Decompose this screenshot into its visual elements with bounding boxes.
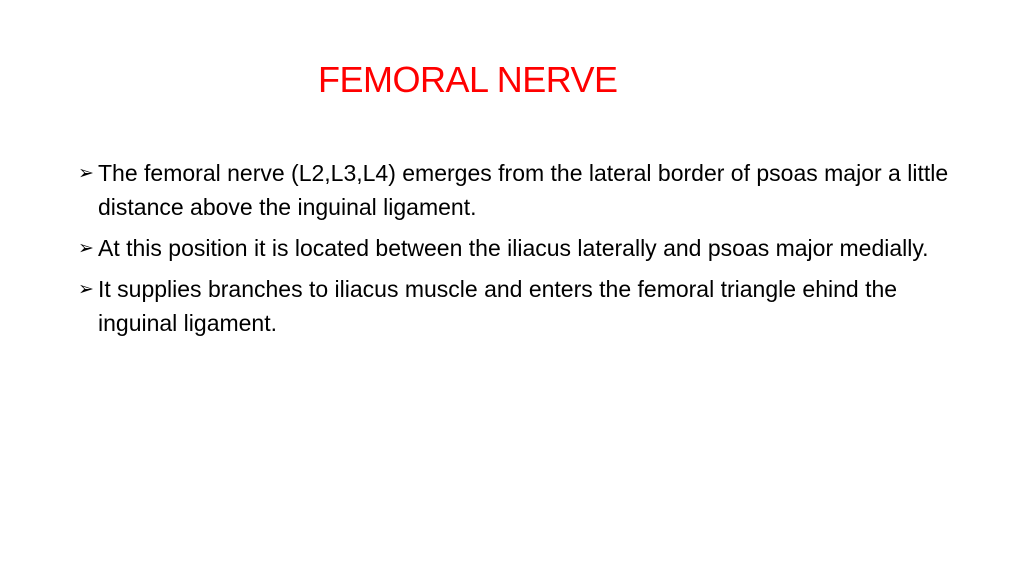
- bullet-item: [76, 156, 956, 224]
- bullet-text: At this position it is located between the iliacus laterally and psoas major medially.: [98, 235, 929, 261]
- arrow-bullet-icon: ➢: [78, 162, 94, 184]
- bullet-list: [76, 156, 956, 347]
- bullet-item: [76, 272, 956, 340]
- bullet-text: The femoral nerve (L2,L3,L4) emerges from the lateral border of psoas major a little distance above the inguinal ligament.: [98, 160, 949, 220]
- arrow-bullet-icon: ➢: [78, 237, 94, 259]
- bullet-text: It supplies branches to iliacus muscle and enters the femoral triangle ehind the inguinal ligament.: [98, 276, 898, 336]
- arrow-bullet-icon: ➢: [78, 278, 94, 300]
- bullet-item: [76, 231, 956, 265]
- slide-title: FEMORAL NERVE: [318, 59, 618, 100]
